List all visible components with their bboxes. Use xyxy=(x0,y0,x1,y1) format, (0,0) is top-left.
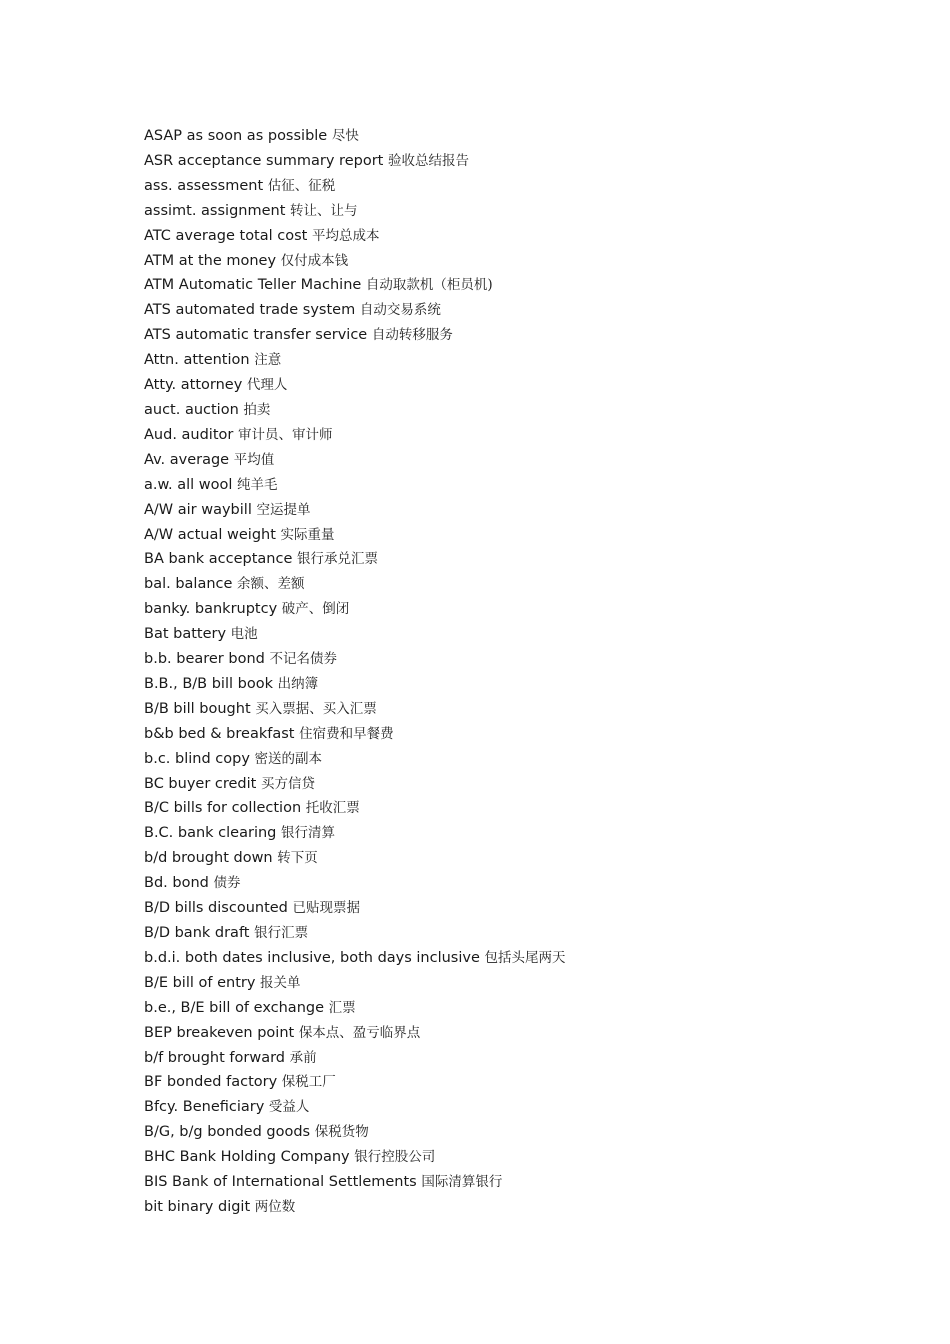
glossary-entry xyxy=(144,174,904,199)
glossary-entry xyxy=(144,373,904,398)
glossary-entry xyxy=(144,473,904,498)
entry-chinese-translation: 银行承兑汇票 xyxy=(296,551,378,568)
glossary-entry xyxy=(144,1070,904,1095)
entry-chinese-translation: 自动取款机（柜员机) xyxy=(365,277,493,294)
glossary-entry xyxy=(144,697,904,722)
glossary-entry xyxy=(144,622,904,647)
entry-chinese-translation: 估征、征税 xyxy=(267,177,336,194)
entry-english-term: assimt. assignment xyxy=(144,202,286,219)
entry-chinese-translation: 国际清算银行 xyxy=(421,1174,503,1191)
entry-english-term: B/C bills for collection xyxy=(144,800,302,817)
entry-chinese-translation: 银行控股公司 xyxy=(354,1149,436,1166)
entry-english-term: a.w. all wool xyxy=(144,476,233,493)
entry-english-term: A/W actual weight xyxy=(144,526,276,543)
entry-english-term: Bat battery xyxy=(144,626,227,643)
entry-english-term: b/d brought down xyxy=(144,850,273,867)
glossary-entry xyxy=(144,124,904,149)
entry-english-term: b.c. blind copy xyxy=(144,750,250,767)
glossary-entry xyxy=(144,871,904,896)
entry-english-term: ass. assessment xyxy=(144,177,264,194)
glossary-entry xyxy=(144,572,904,597)
entry-english-term: ASAP as soon as possible xyxy=(144,128,328,144)
entry-chinese-translation: 已贴现票据 xyxy=(292,900,360,917)
entry-chinese-translation: 仅付成本钱 xyxy=(280,252,349,269)
entry-english-term: A/W air waybill xyxy=(144,501,252,518)
entry-chinese-translation: 保本点、盈亏临界点 xyxy=(298,1024,421,1041)
entry-chinese-translation: 买入票据、买入汇票 xyxy=(255,700,377,717)
glossary-entry xyxy=(144,547,904,572)
entry-chinese-translation: 保税货物 xyxy=(314,1124,369,1141)
entry-chinese-translation: 电池 xyxy=(230,626,258,643)
glossary-entry xyxy=(144,996,904,1021)
entry-chinese-translation: 受益人 xyxy=(268,1099,310,1116)
entry-english-term: BHC Bank Holding Company xyxy=(144,1149,350,1166)
entry-english-term: B/D bank draft xyxy=(144,925,250,941)
entry-chinese-translation: 不记名债券 xyxy=(269,651,337,668)
entry-english-term: BA bank acceptance xyxy=(144,551,293,568)
entry-english-term: Attn. attention xyxy=(144,352,250,369)
glossary-entry xyxy=(144,224,904,249)
entry-english-term: Aud. auditor xyxy=(144,426,234,443)
glossary-entry xyxy=(144,796,904,821)
entry-english-term: b.e., B/E bill of exchange xyxy=(144,999,325,1016)
entry-english-term: ATM at the money xyxy=(144,252,277,269)
entry-chinese-translation: 注意 xyxy=(254,352,282,369)
entry-chinese-translation: 银行清算 xyxy=(281,825,335,842)
entry-english-term: ATC average total cost xyxy=(144,227,308,244)
glossary-entry xyxy=(144,1170,904,1195)
entry-chinese-translation: 代理人 xyxy=(246,377,288,394)
glossary-entry xyxy=(144,597,904,622)
entry-chinese-translation: 汇票 xyxy=(328,999,356,1016)
glossary-entry xyxy=(144,1120,904,1145)
entry-chinese-translation: 空运提单 xyxy=(256,501,311,518)
glossary-entry xyxy=(144,298,904,323)
glossary-entry xyxy=(144,747,904,772)
entry-chinese-translation: 转下页 xyxy=(277,850,318,867)
glossary-entry xyxy=(144,1095,904,1120)
entry-chinese-translation: 拍卖 xyxy=(243,401,271,418)
glossary-entry xyxy=(144,921,904,946)
glossary-entry xyxy=(144,722,904,747)
entry-english-term: bit binary digit xyxy=(144,1198,251,1215)
glossary-entry xyxy=(144,273,904,298)
entry-english-term: B/D bills discounted xyxy=(144,900,288,917)
entry-chinese-translation: 报关单 xyxy=(260,974,301,991)
entry-english-term: b.d.i. both dates inclusive, both days inclusive xyxy=(144,949,480,966)
entry-english-term: b/f brought forward xyxy=(144,1049,285,1066)
entry-english-term: auct. auction xyxy=(144,401,239,418)
glossary-entry xyxy=(144,672,904,697)
entry-chinese-translation: 审计员、审计师 xyxy=(237,426,333,443)
entry-chinese-translation: 买方信贷 xyxy=(260,775,315,792)
entry-english-term: B.B., B/B bill book xyxy=(144,675,273,692)
entry-chinese-translation: 债券 xyxy=(213,875,241,892)
glossary-entry xyxy=(144,647,904,672)
glossary-entry xyxy=(144,199,904,224)
entry-english-term: B.C. bank clearing xyxy=(144,825,277,842)
glossary-entry xyxy=(144,423,904,448)
entry-english-term: BC buyer credit xyxy=(144,775,257,792)
entry-english-term: bal. balance xyxy=(144,576,233,593)
entry-chinese-translation: 密送的副本 xyxy=(254,750,323,767)
entry-chinese-translation: 余额、差额 xyxy=(237,576,305,593)
glossary-entry xyxy=(144,1195,904,1220)
entry-chinese-translation: 自动交易系统 xyxy=(359,302,441,319)
glossary-entry xyxy=(144,946,904,971)
entry-chinese-translation: 包括头尾两天 xyxy=(484,949,566,966)
entry-chinese-translation: 平均总成本 xyxy=(311,227,380,244)
entry-chinese-translation: 破产、倒闭 xyxy=(281,601,350,618)
glossary-entry xyxy=(144,149,904,174)
entry-english-term: banky. bankruptcy xyxy=(144,601,278,618)
entry-chinese-translation: 纯羊毛 xyxy=(237,476,278,493)
glossary-entry xyxy=(144,971,904,996)
glossary-entry xyxy=(144,846,904,871)
entry-english-term: B/B bill bought xyxy=(144,700,251,717)
abbreviation-glossary xyxy=(144,124,904,1220)
entry-chinese-translation: 自动转移服务 xyxy=(371,327,453,344)
glossary-entry xyxy=(144,523,904,548)
entry-english-term: ASR acceptance summary report xyxy=(144,152,384,169)
entry-english-term: B/G, b/g bonded goods xyxy=(144,1124,311,1141)
entry-chinese-translation: 实际重量 xyxy=(280,526,335,543)
entry-english-term: Av. average xyxy=(144,451,230,468)
entry-chinese-translation: 住宿费和早餐费 xyxy=(299,725,394,742)
entry-english-term: ATS automatic transfer service xyxy=(144,327,368,344)
glossary-entry xyxy=(144,772,904,797)
entry-english-term: Bfcy. Beneficiary xyxy=(144,1099,265,1116)
entry-chinese-translation: 验收总结报告 xyxy=(387,152,469,169)
entry-english-term: BIS Bank of International Settlements xyxy=(144,1174,417,1191)
glossary-entry xyxy=(144,323,904,348)
entry-chinese-translation: 转让、让与 xyxy=(290,202,358,219)
glossary-entry xyxy=(144,896,904,921)
entry-chinese-translation: 保税工厂 xyxy=(281,1074,336,1091)
entry-english-term: BF bonded factory xyxy=(144,1074,278,1091)
glossary-entry xyxy=(144,348,904,373)
entry-chinese-translation: 出纳簿 xyxy=(277,675,319,692)
entry-english-term: ATM Automatic Teller Machine xyxy=(144,277,362,294)
entry-english-term: ATS automated trade system xyxy=(144,302,356,319)
glossary-entry xyxy=(144,1021,904,1046)
entry-chinese-translation: 平均值 xyxy=(233,451,275,468)
entry-english-term: b&b bed & breakfast xyxy=(144,725,295,742)
glossary-entry xyxy=(144,1046,904,1071)
entry-chinese-translation: 两位数 xyxy=(254,1198,296,1215)
glossary-entry xyxy=(144,249,904,274)
glossary-entry xyxy=(144,398,904,423)
entry-chinese-translation: 银行汇票 xyxy=(254,925,309,941)
entry-english-term: BEP breakeven point xyxy=(144,1024,295,1041)
entry-chinese-translation: 尽快 xyxy=(331,128,359,144)
entry-english-term: Bd. bond xyxy=(144,875,209,892)
entry-chinese-translation: 承前 xyxy=(289,1049,317,1066)
entry-english-term: b.b. bearer bond xyxy=(144,651,265,668)
glossary-entry xyxy=(144,498,904,523)
glossary-entry xyxy=(144,1145,904,1170)
glossary-entry xyxy=(144,821,904,846)
entry-english-term: B/E bill of entry xyxy=(144,974,256,991)
glossary-entry xyxy=(144,448,904,473)
entry-english-term: Atty. attorney xyxy=(144,377,243,394)
entry-chinese-translation: 托收汇票 xyxy=(305,800,360,817)
